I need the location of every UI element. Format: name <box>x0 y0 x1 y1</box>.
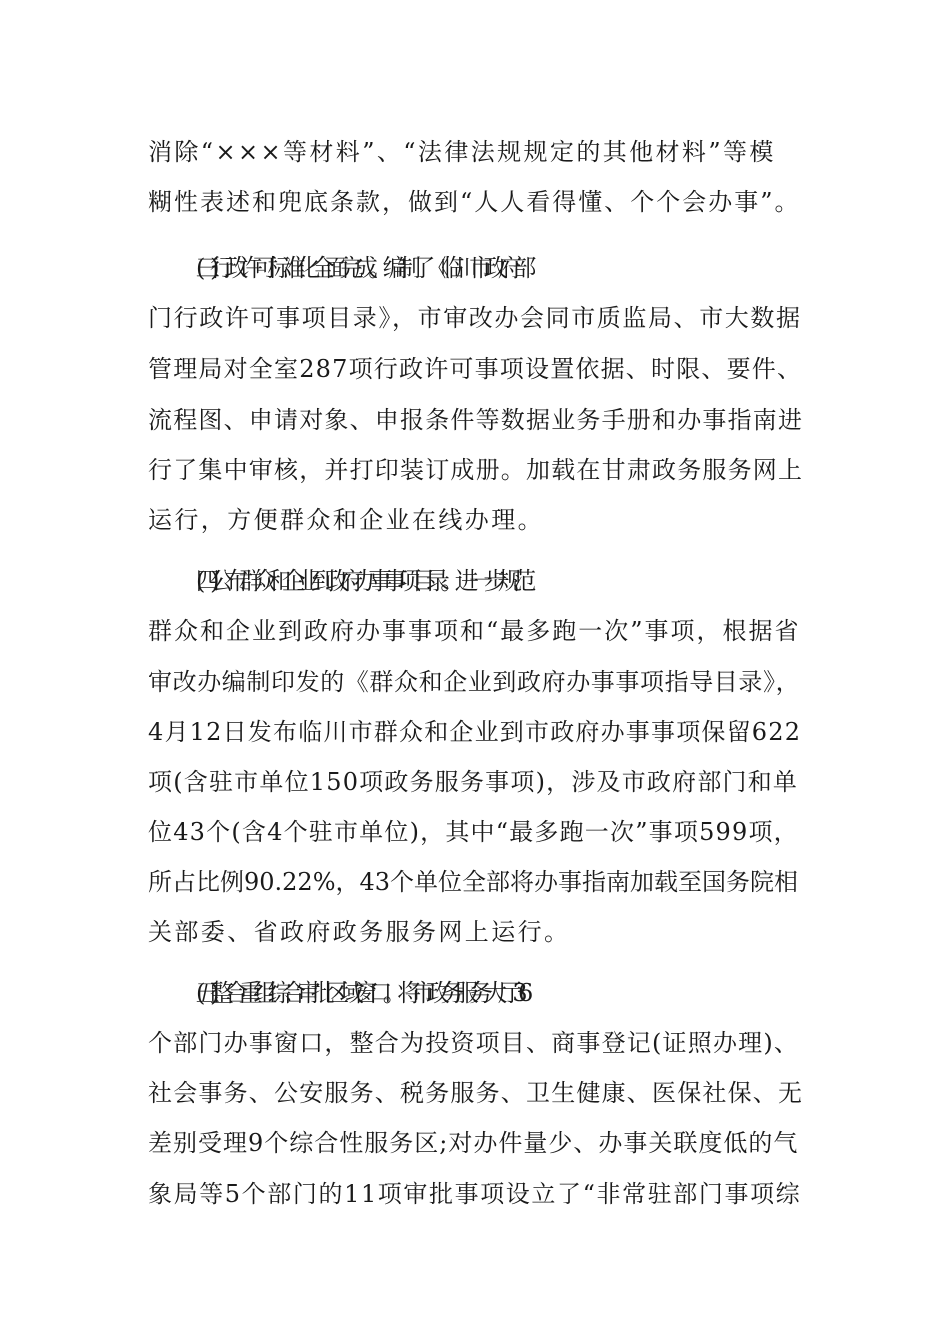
text-line: 行了集中审核，并打印装订成册。加载在甘肃政务服务网上 <box>148 456 804 484</box>
text-line: 门行政许可事项目录》，市审改办会同市质监局、市大数据 <box>148 304 802 332</box>
text-line: 位43个(含4个驻市单位)，其中“最多跑一次”事项599项， <box>148 818 799 846</box>
text-line: 所占比例90.22%，43个单位全部将办事指南加载至国务院相 <box>148 868 799 896</box>
text-line: (五)整合重组综合审批区域窗口。将市政务服务大厅36 <box>196 979 524 1007</box>
text-line: 流程图、申请对象、申报条件等数据业务手册和办事指南进 <box>148 406 804 434</box>
text-line: 4月12日发布临川市群众和企业到市政府办事事项保留622 <box>148 718 802 746</box>
text-line: 运行，方便群众和企业在线办理。 <box>148 506 544 534</box>
text-line: 社会事务、公安服务、税务服务、卫生健康、医保社保、无 <box>148 1079 804 1107</box>
text-line: 群众和企业到政府办事事项和“最多跑一次”事项，根据省 <box>148 617 801 645</box>
text-line: 项(含驻市单位150项政务服务事项)，涉及市政府部门和单 <box>148 768 799 796</box>
text-line: 个部门办事窗口，整合为投资项目、商事登记(证照办理)、 <box>148 1029 800 1057</box>
text-line: 象局等5个部门的11项审批事项设立了“非常驻部门事项综 <box>148 1180 802 1208</box>
text-line: (三)行政许可标准化全面完成。编制了《临川市政府部 <box>196 254 527 282</box>
text-line: 消除“×××等材料”、“法律法规规定的其他材料”等模 <box>148 138 776 166</box>
text-line: 差别受理9个综合性服务区;对办件量少、办事关联度低的气 <box>148 1129 799 1157</box>
text-line: 关部委、省政府政务服务网上运行。 <box>148 918 571 946</box>
text-line: (四)公布群众和企业到政府办事事项目录。进一步规范 <box>196 567 527 595</box>
text-line: 糊性表述和兜底条款，做到“人人看得懂、个个会办事”。 <box>148 188 801 216</box>
text-line: 管理局对全室287项行政许可事项设置依据、时限、要件、 <box>148 355 803 383</box>
text-line: 审改办编制印发的《群众和企业到政府办事事项指导目录》， <box>148 668 801 696</box>
